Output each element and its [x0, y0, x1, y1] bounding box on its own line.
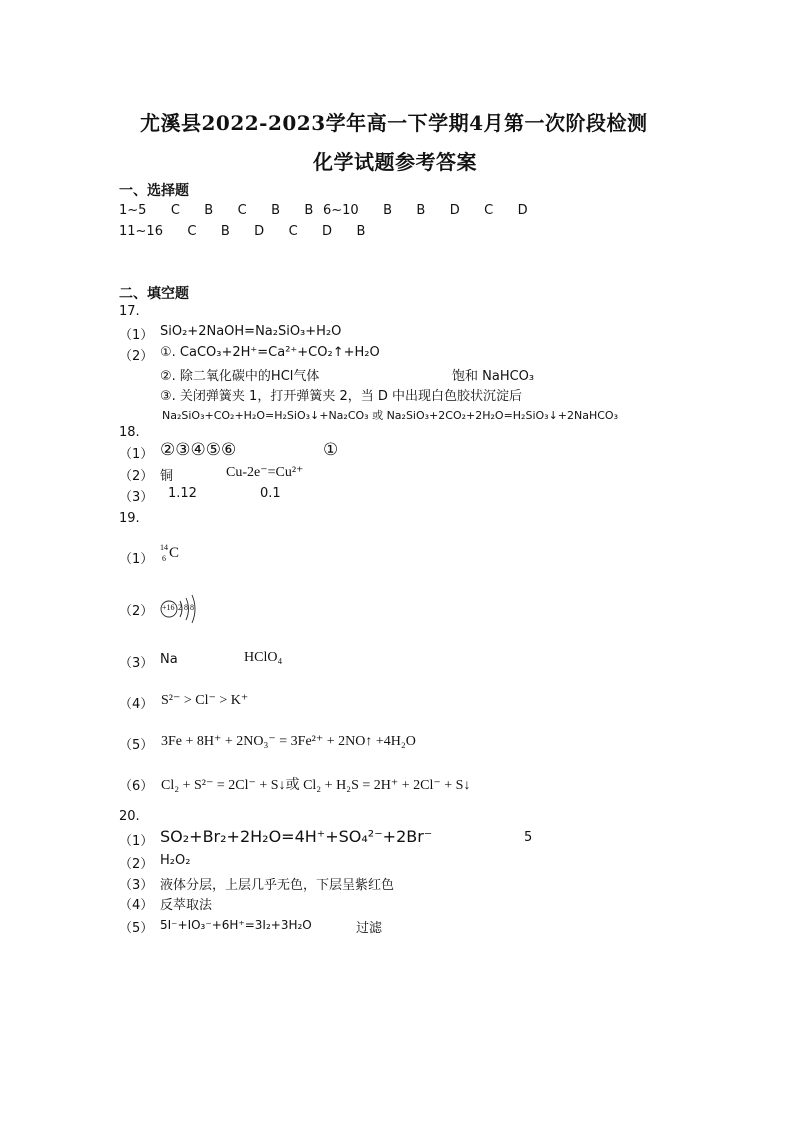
q18-number: 18. — [119, 425, 140, 440]
q17-2-answer-1: ①. CaCO₃+2H⁺=Ca²⁺+CO₂↑+H₂O — [160, 345, 380, 360]
q19-1-nuclide — [160, 543, 190, 569]
q18-2-answer-a: 铜 — [160, 469, 174, 484]
q20-number: 20. — [119, 809, 140, 824]
q18-3-answer-a: 1.12 — [168, 486, 197, 501]
q19-6-answer: Cl₂ + S²⁻ = 2Cl⁻ + S↓或 Cl₂ + H₂S = 2H⁺ + 2Cl⁻ + S↓ — [161, 778, 471, 793]
q20-4-answer: 反萃取法 — [160, 898, 213, 913]
q19-4-label: （4） — [119, 697, 154, 712]
q19-5-label: （5） — [119, 738, 154, 753]
q19-2-label: （2） — [119, 604, 154, 619]
q20-5-answer-b: 过滤 — [356, 921, 383, 936]
q17-1-label: （1） — [119, 328, 154, 343]
page-title-line2: 化学试题参考答案 — [313, 150, 477, 174]
q17-1-answer: SiO₂+2NaOH=Na₂SiO₃+H₂O — [160, 324, 342, 339]
q19-5-answer: 3Fe + 8H⁺ + 2NO₃⁻ = 3Fe²⁺ + 2NO↑ +4H₂O — [161, 734, 416, 749]
q20-1-answer: SO₂+Br₂+2H₂O=4H⁺+SO₄²⁻+2Br⁻ — [160, 827, 433, 846]
q20-3-answer: 液体分层，上层几乎无色，下层呈紫红色 — [160, 878, 395, 893]
answers-11-16: 11~16 C B D C D B — [119, 224, 366, 239]
nuclide-symbol: C — [169, 545, 180, 561]
q17-2-answer-2b: 饱和 NaHCO₃ — [452, 369, 535, 384]
q18-2-label: （2） — [119, 469, 154, 484]
answers-1-5: 1~5 C B C B B — [119, 203, 314, 218]
q20-3-label: （3） — [119, 878, 154, 893]
q19-1-label: （1） — [119, 552, 154, 567]
q18-2-answer-b: Cu-2e⁻=Cu²⁺ — [226, 465, 304, 480]
q19-3-answer-b: HClO₄ — [244, 650, 283, 665]
atom-nucleus-charge: +16 — [162, 603, 175, 612]
q18-1-answer-b: ① — [323, 440, 339, 460]
q18-1-label: （1） — [119, 447, 154, 462]
q19-4-answer: S²⁻ > Cl⁻ > K⁺ — [161, 693, 249, 708]
q20-2-answer: H₂O₂ — [160, 853, 191, 868]
q19-number: 19. — [119, 511, 140, 526]
q20-1-label: （1） — [119, 834, 154, 849]
q17-2-answer-3: ③. 关闭弹簧夹 1，打开弹簧夹 2，当 D 中出现白色胶状沉淀后 — [160, 389, 523, 404]
q17-2-answer-equation: Na₂SiO₃+CO₂+H₂O=H₂SiO₃↓+Na₂CO₃ 或 Na₂SiO₃+2CO₂+2H₂O=H₂SiO₃↓+2NaHCO₃ — [162, 409, 618, 422]
q19-2-atom-structure-diagram — [158, 592, 204, 626]
q18-3-answer-b: 0.1 — [260, 486, 281, 501]
q18-1-answer-a: ②③④⑤⑥ — [160, 440, 237, 460]
q17-2-label: （2） — [119, 349, 154, 364]
answers-6-10: 6~10 B B D C D — [323, 203, 528, 218]
section-heading-choice: 一、选择题 — [119, 183, 189, 199]
section-heading-fill: 二、填空题 — [119, 286, 189, 302]
q17-number: 17. — [119, 304, 140, 319]
q20-4-label: （4） — [119, 898, 154, 913]
q20-2-label: （2） — [119, 857, 154, 872]
q20-5-answer: 5I⁻+IO₃⁻+6H⁺=3I₂+3H₂O — [160, 918, 312, 932]
q19-3-answer-a: Na — [160, 652, 178, 667]
q17-2-answer-2: ②. 除二氧化碳中的HCl气体 — [160, 369, 320, 384]
q20-1-answer-b: 5 — [524, 830, 533, 845]
atom-shell-electrons: 2 8 8 — [178, 603, 194, 612]
nuclide-atomic-number: 6 — [162, 554, 166, 563]
q19-6-label: （6） — [119, 779, 154, 794]
q18-3-label: （3） — [119, 490, 154, 505]
q20-5-label: （5） — [119, 921, 154, 936]
nuclide-mass-number: 14 — [160, 543, 168, 552]
q19-3-label: （3） — [119, 656, 154, 671]
page-title-line1: 尤溪县2022-2023学年高一下学期4月第一次阶段检测 — [140, 111, 648, 135]
